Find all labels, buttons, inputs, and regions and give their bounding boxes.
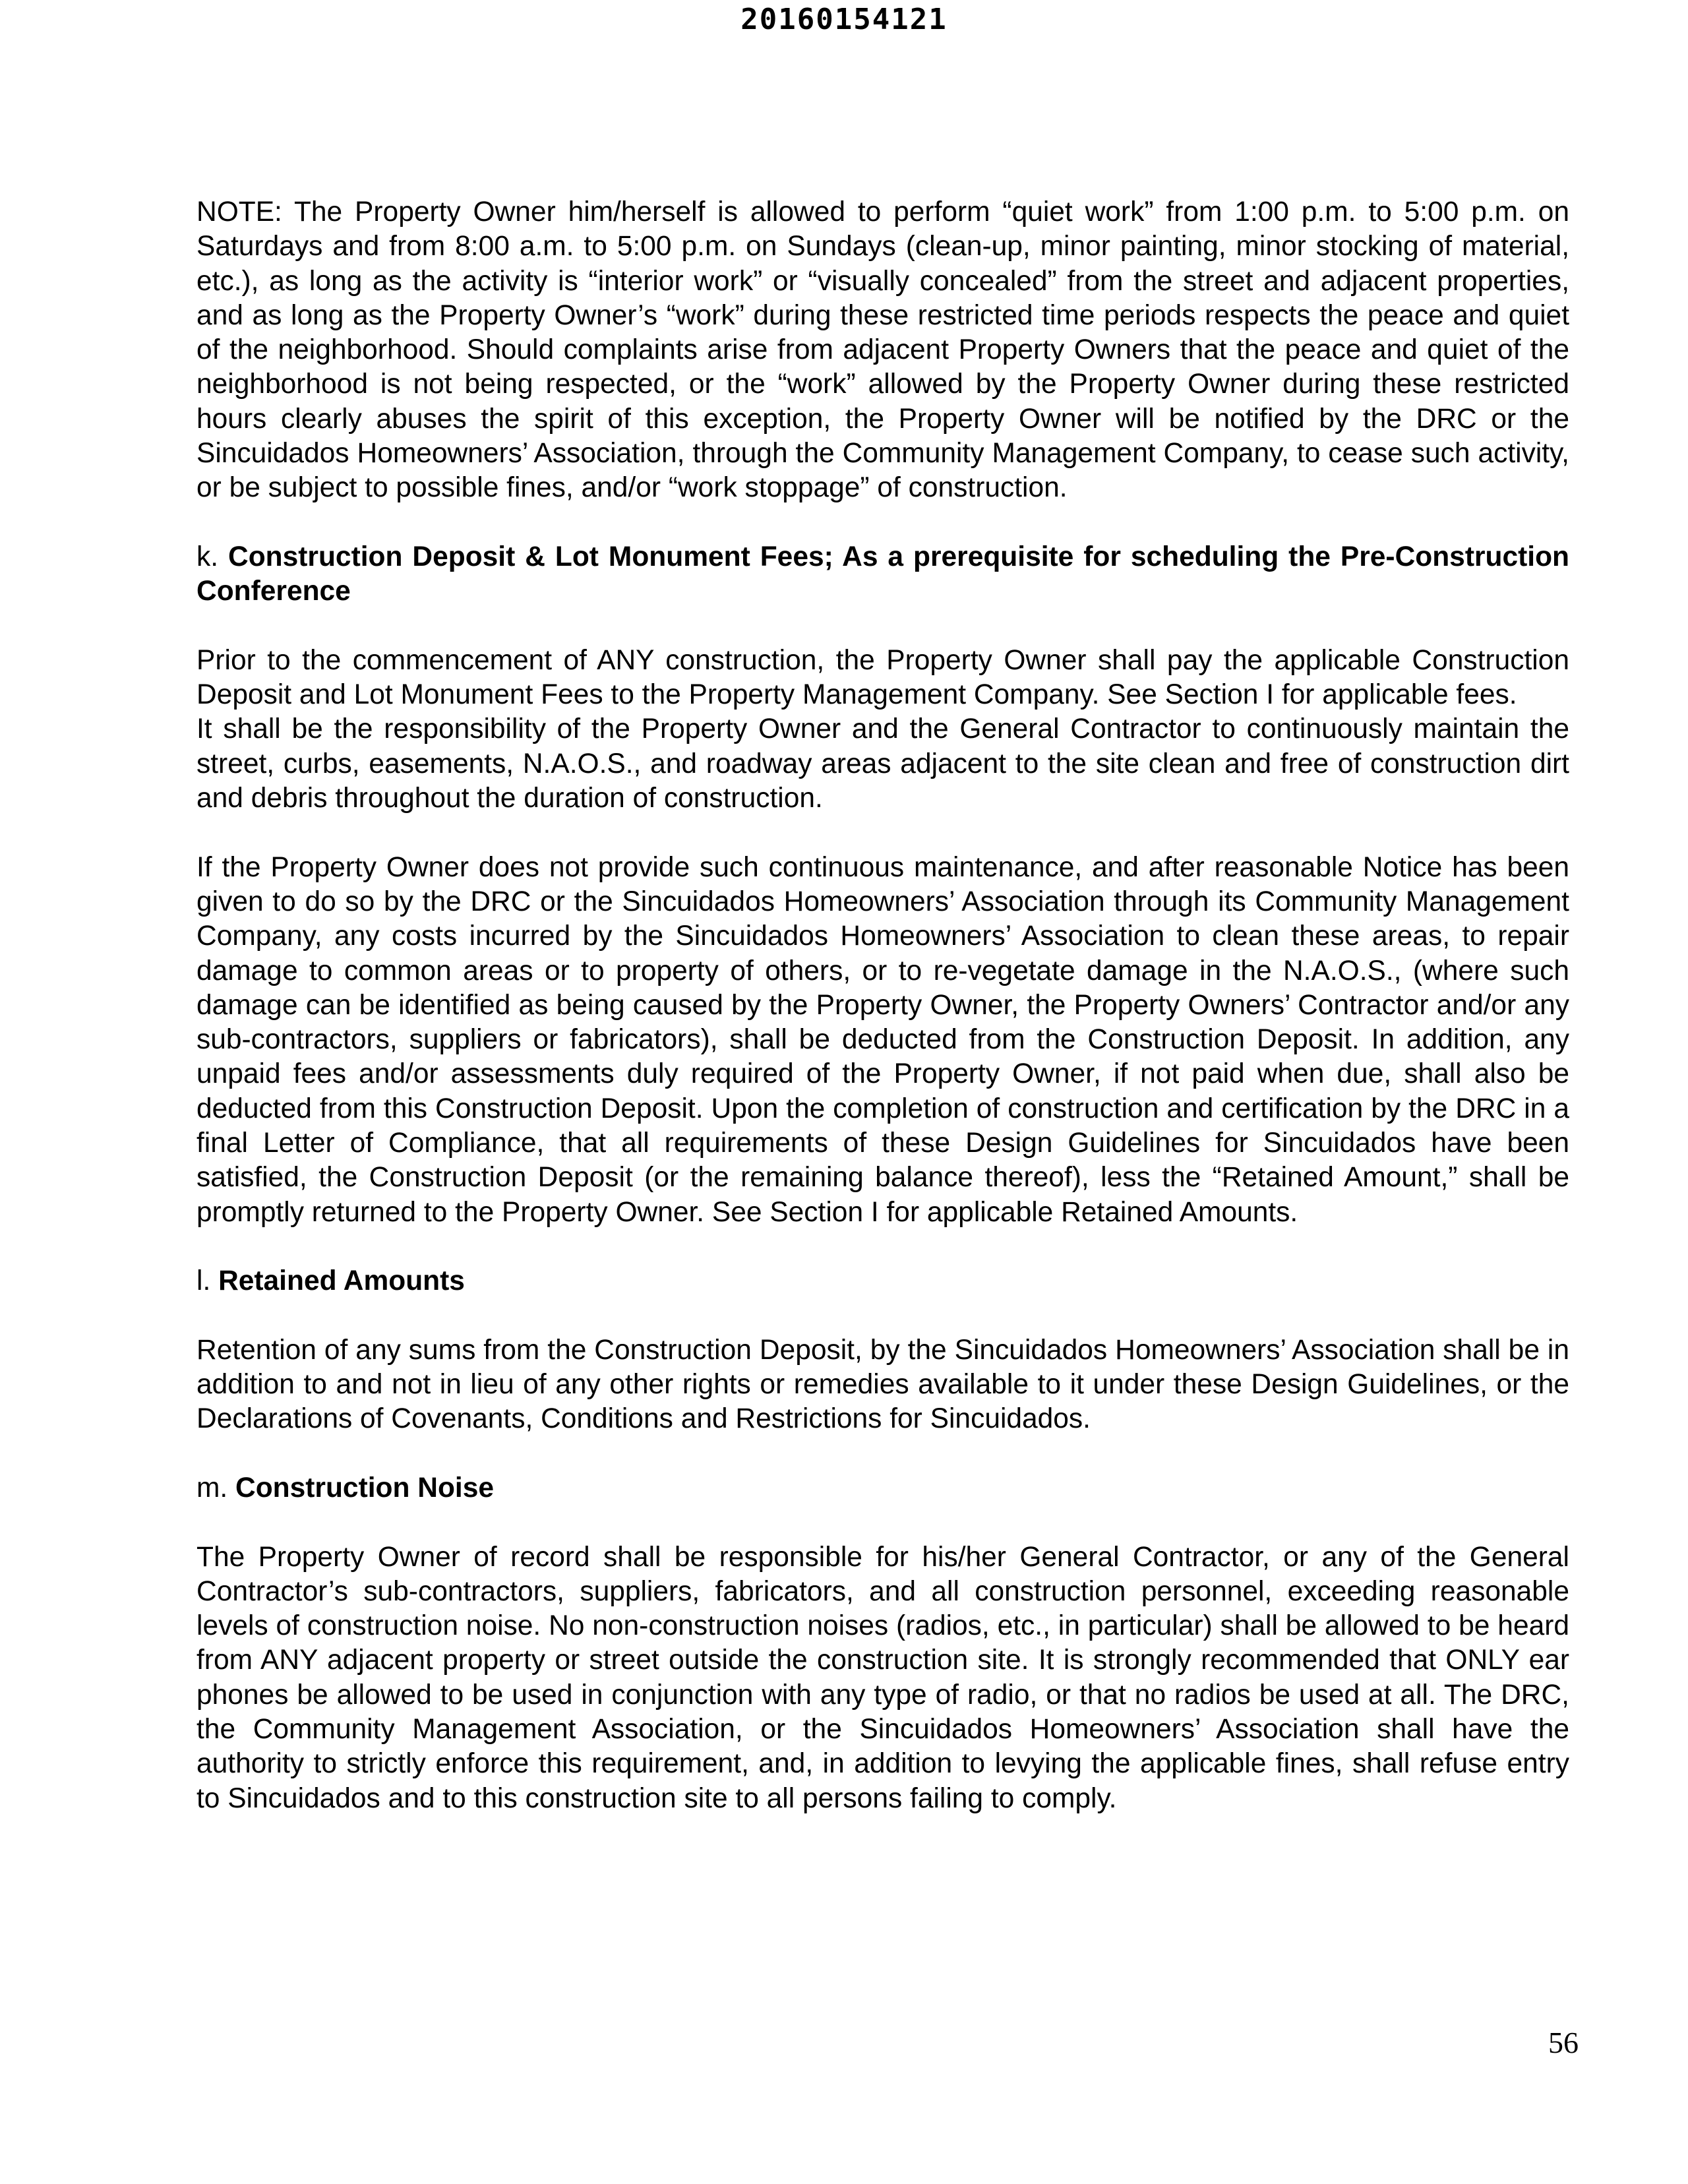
note-paragraph: NOTE: The Property Owner him/herself is allowed to perform “quiet work” from 1:00 p.m. to 5:00 p.m. on Saturdays and from 8:00 a.m. to 5:00 p.m. on Sundays (clean-up, minor painting, minor stocking of material, etc.), as long as the activity is “interior work” or “visually concealed” from the street and adjacent properties, and as long as the Property Owner’s “work” during these restricted time periods respects the peace and quiet of the neighborhood. Should complaints arise from adjacent Property Owners that the peace and quiet of the neighborhood is not being respected, or the “work” allowed by the Property Owner during these restricted hours clearly abuses the spirit of this exception, the Property Owner will be notified by the DRC or the Sincuidados Homeowners’ Association, through the Community Management Company, to cease such activity, or be subject to possible fines, and/or “work stoppage” of construction. <box>196 197 1569 504</box>
section-l-heading <box>196 1264 1569 1298</box>
page-number: 56 <box>1548 2026 1579 2059</box>
document-number: 20160154121 <box>740 3 948 36</box>
section-k-title: Construction Deposit & Lot Monument Fees; As a prerequisite for scheduling the Pre-Construction Conference <box>196 541 1569 607</box>
section-l-letter: l. <box>196 1265 211 1297</box>
section-m-paragraph-1: The Property Owner of record shall be responsible for his/her General Contractor, or any of the General Contractor’s sub-contractors, suppliers, fabricators, and all construction personnel, exceeding reasonable levels of construction noise. No non-construction noises (radios, etc., in particular) shall be allowed to be heard from ANY adjacent property or street outside the construction site. It is strongly recommended that ONLY ear phones be allowed to be used in conjunction with any type of radio, or that no radios be used at all. The DRC, the Community Management Association, or the Sincuidados Homeowners’ Association shall have the authority to strictly enforce this requirement, and, in addition to levying the applicable fines, shall refuse entry to Sincuidados and to this construction site to all persons failing to comply. <box>196 1541 1569 1814</box>
section-k-paragraph-2: It shall be the responsibility of the Property Owner and the General Contractor to continuously maintain the street, curbs, easements, N.A.O.S., and roadway areas adjacent to the site clean and free of construction dirt and debris throughout the duration of construction. <box>196 713 1569 814</box>
section-l-paragraph-1: Retention of any sums from the Construction Deposit, by the Sincuidados Homeowners’ Association shall be in addition to and not in lieu of any other rights or remedies available to it under these Design Guidelines, or the Declarations of Covenants, Conditions and Restrictions for Sincuidados. <box>196 1334 1569 1435</box>
page-body <box>196 195 1569 1816</box>
section-m-title: Construction Noise <box>235 1472 494 1503</box>
section-k-paragraph-1: Prior to the commencement of ANY construction, the Property Owner shall pay the applicable Construction Deposit and Lot Monument Fees to the Property Management Company. See Section I for applicable fees. <box>196 644 1569 711</box>
section-m-heading <box>196 1471 1569 1505</box>
section-k-letter: k. <box>196 541 219 572</box>
section-k-heading <box>196 540 1569 609</box>
section-m-letter: m. <box>196 1472 228 1503</box>
section-l-title: Retained Amounts <box>218 1265 465 1297</box>
section-k-paragraph-3: If the Property Owner does not provide such continuous maintenance, and after reasonable Notice has been given to do so by the DRC or the Sincuidados Homeowners’ Association through its Community Management Company, any costs incurred by the Sincuidados Homeowners’ Association to clean these areas, to repair damage to common areas or to property of others, or to re-vegetate damage in the N.A.O.S., (where such damage can be identified as being caused by the Property Owner, the Property Owners’ Contractor and/or any sub-contractors, suppliers or fabricators), shall be deducted from the Construction Deposit. In addition, any unpaid fees and/or assessments duly required of the Property Owner, if not paid when due, shall also be deducted from this Construction Deposit. Upon the completion of construction and certification by the DRC in a final Letter of Compliance, that all requirements of these Design Guidelines for Sincuidados have been satisfied, the Construction Deposit (or the remaining balance thereof), less the “Retained Amount,” shall be promptly returned to the Property Owner. See Section I for applicable Retained Amounts. <box>196 851 1569 1228</box>
